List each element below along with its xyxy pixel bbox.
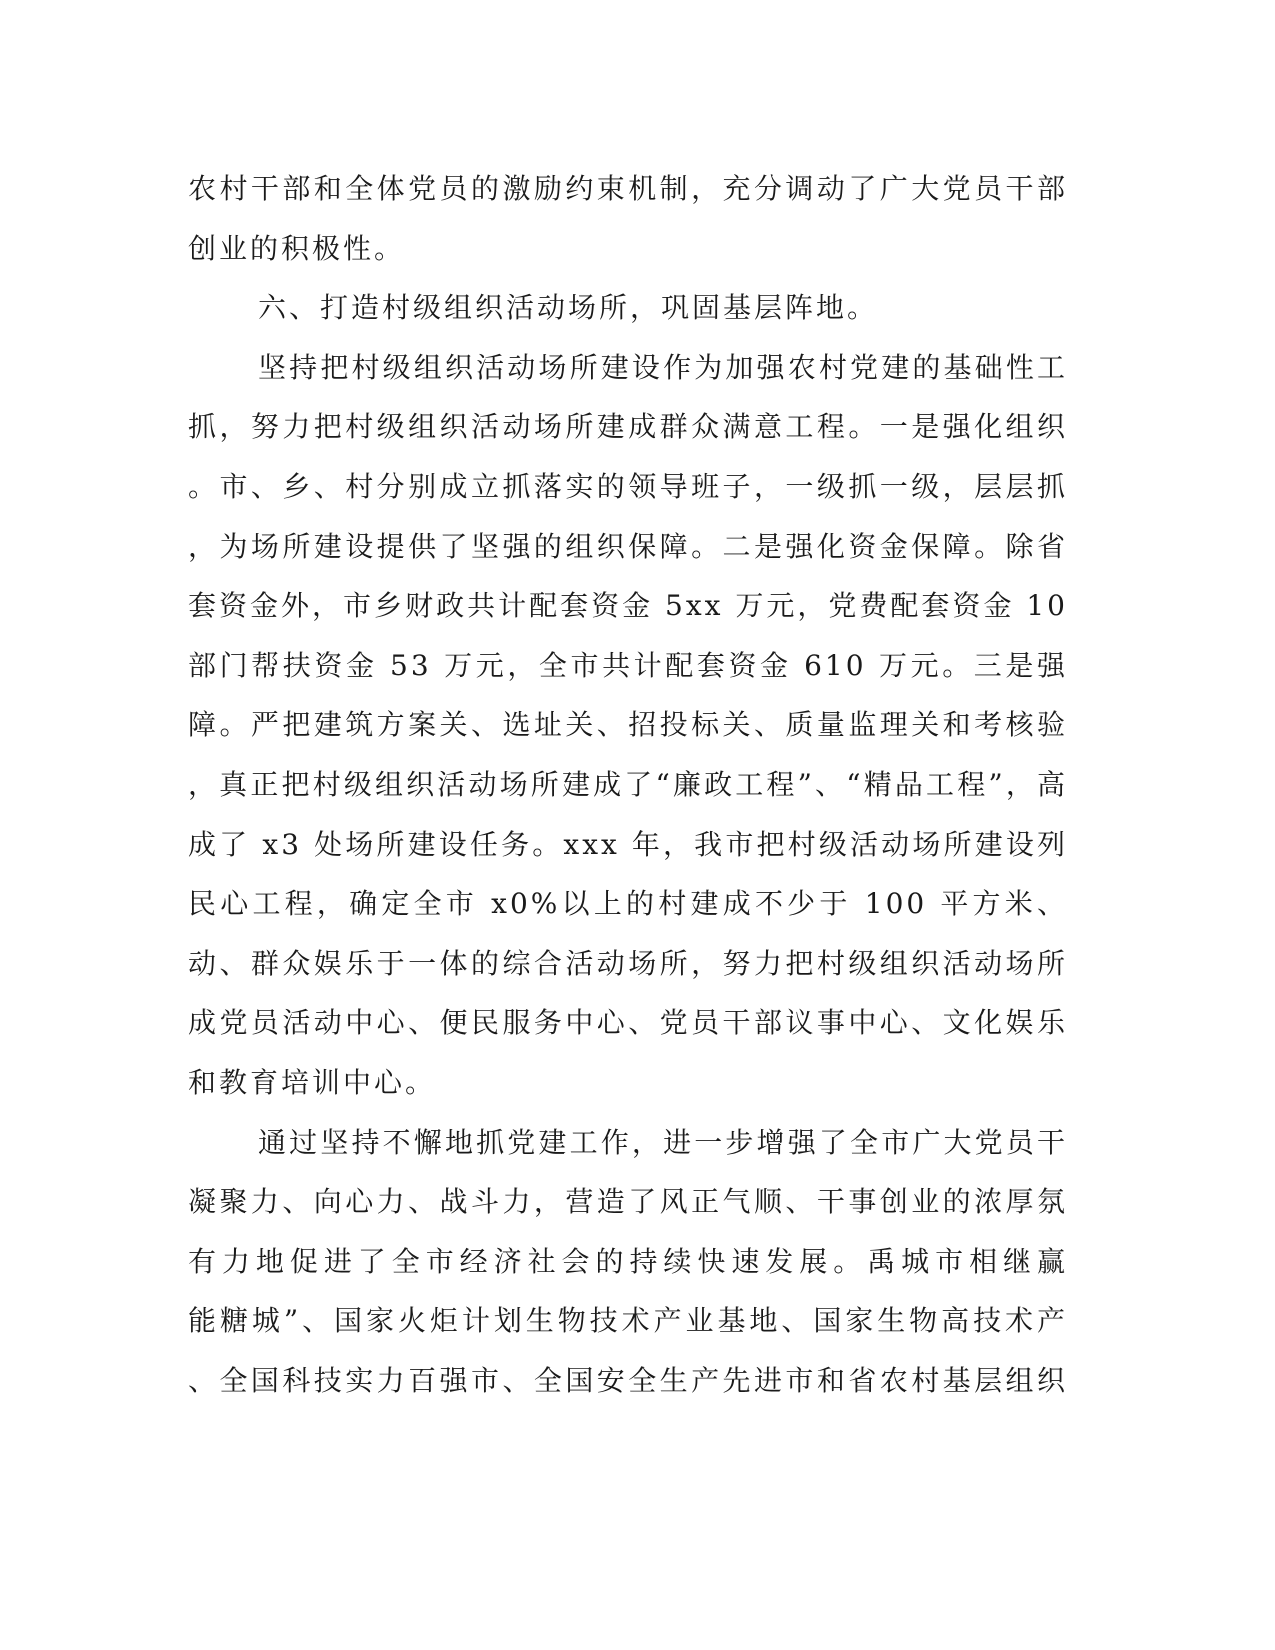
text-line: 坚持把村级组织活动场所建设作为加强农村党建的基础性工 (258, 350, 1068, 384)
text-line: 成了 x3 处场所建设任务。xxx 年，我市把村级活动场所建设列 (188, 827, 1068, 861)
text-line: 农村干部和全体党员的激励约束机制，充分调动了广大党员干部 (188, 172, 1068, 205)
text-line: 通过坚持不懈地抓党建工作，进一步增强了全市广大党员干 (258, 1125, 1068, 1159)
text-line: 套资金外，市乡财政共计配套资金 5xx 万元，党费配套资金 10 (188, 589, 1068, 623)
text-line: ，真正把村级组织活动场所建成了“廉政工程”、“精品工程”，高 (188, 767, 1068, 801)
body-text (188, 159, 1068, 1410)
text-line: 民心工程，确定全市 x0%以上的村建成不少于 100 平方米、 (188, 887, 1068, 921)
text-line: 能糖城”、国家火炬计划生物技术产业基地、国家生物高技术产 (188, 1304, 1068, 1338)
text-line: 有力地促进了全市经济社会的持续快速发展。禹城市相继赢 (188, 1244, 1068, 1278)
text-line: 。市、乡、村分别成立抓落实的领导班子，一级抓一级，层层抓 (188, 469, 1068, 503)
text-line: 、全国科技实力百强市、全国安全生产先进市和省农村基层组织 (188, 1363, 1068, 1397)
text-line: 成党员活动中心、便民服务中心、党员干部议事中心、文化娱乐 (188, 1006, 1068, 1040)
text-line: 抓，努力把村级组织活动场所建成群众满意工程。一是强化组织 (188, 410, 1068, 444)
text-line: 障。严把建筑方案关、选址关、招投标关、质量监理关和考核验 (188, 708, 1068, 742)
text-line: 和教育培训中心。 (188, 1065, 437, 1099)
text-line: 部门帮扶资金 53 万元，全市共计配套资金 610 万元。三是强 (188, 648, 1068, 682)
text-line: 动、群众娱乐于一体的综合活动场所，努力把村级组织活动场所 (188, 946, 1068, 980)
text-line: 六、打造村级组织活动场所，巩固基层阵地。 (258, 291, 879, 325)
text-line: ，为场所建设提供了坚强的组织保障。二是强化资金保障。除省 (188, 529, 1068, 563)
text-line: 创业的积极性。 (188, 231, 406, 265)
text-line: 凝聚力、向心力、战斗力，营造了风正气顺、干事创业的浓厚氛 (188, 1185, 1068, 1219)
